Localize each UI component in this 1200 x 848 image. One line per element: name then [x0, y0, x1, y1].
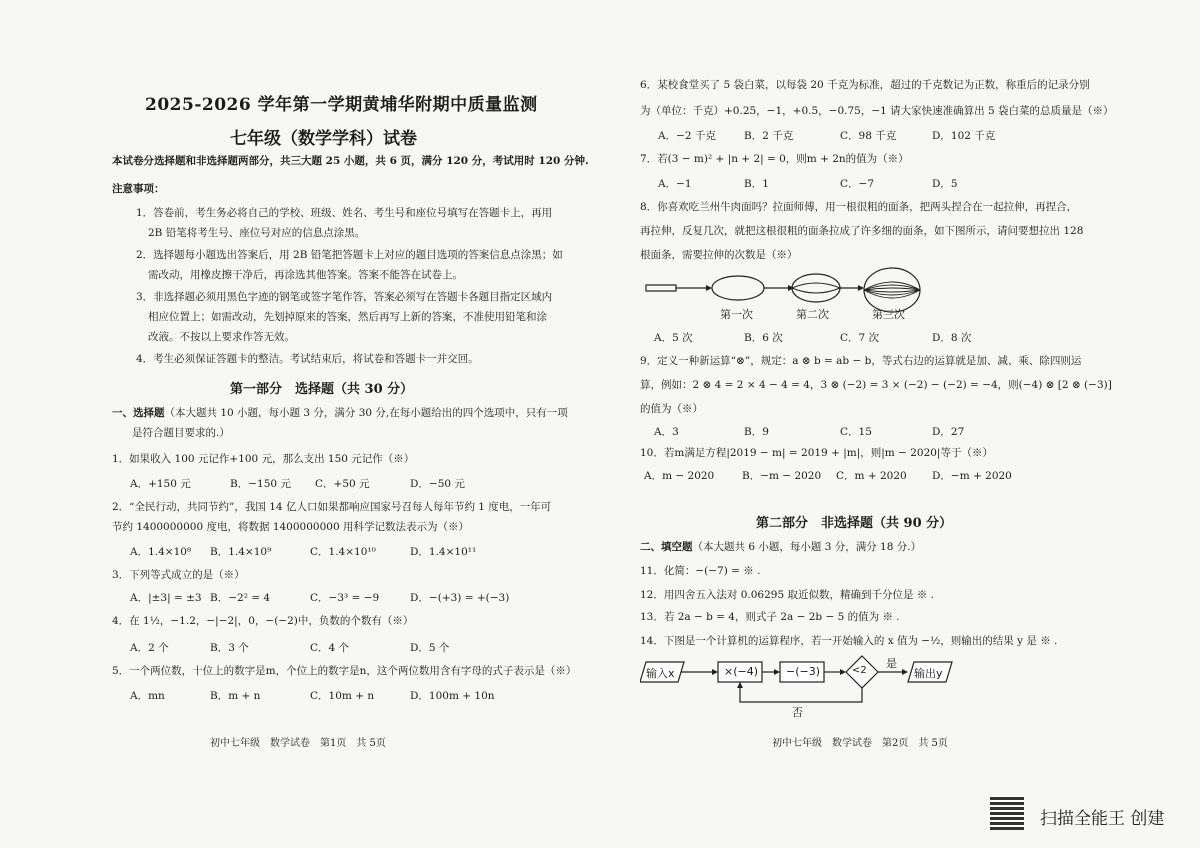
q3-option-c: C．−3³ = −9	[310, 592, 380, 604]
q8-option-a: A．5 次	[654, 332, 693, 344]
flow-arrow-head	[902, 669, 908, 675]
flowchart	[640, 654, 1000, 716]
section1-desc: （本大题共 10 小题，每小题 3 分，满分 30 分,在每小题给出的四个选项中，只有一项	[164, 407, 568, 419]
q4-option-b: B．3 个	[210, 642, 249, 654]
flow-op1-label: ×(−4)	[724, 665, 759, 678]
q4-option-c: C．4 个	[310, 642, 350, 654]
q7-option-b: B．1	[744, 178, 769, 190]
question-1: 1．如果收入 100 元记作+100 元，那么支出 150 元记作（※）	[112, 453, 415, 465]
left-page	[110, 0, 589, 848]
question-2-line2: 节约 1400000000 度电，将数据 1400000000 用科学记数法表示为（※）	[112, 521, 469, 533]
exam-subtitle: 七年级（数学学科）试卷	[230, 129, 417, 149]
section2-head: 二、填空题	[640, 541, 693, 553]
notice-line: 相应位置上；如需改动，先划掉原来的答案，然后再写上新的答案，不准使用铅笔和涂	[148, 311, 547, 323]
qr-code-icon	[990, 796, 1024, 830]
exam-title: 2025-2026 学年第一学期黄埔华附期中质量监测	[145, 95, 538, 115]
flow-arrow-head	[712, 669, 718, 675]
q5-option-b: B．m + n	[210, 690, 261, 702]
question-6-line2: 为（单位：千克）+0.25，−1，+0.5，−0.75，−1 请大家快速准确算出 5 袋白菜的总质量是（※）	[640, 105, 1114, 117]
q1-option-a: A．+150 元	[130, 478, 191, 490]
q9-option-b: B．9	[744, 426, 769, 438]
noodle-stick	[646, 285, 676, 291]
q8-option-b: B．6 次	[744, 332, 783, 344]
q9-option-c: C．15	[840, 426, 872, 438]
noodle-loop-2	[792, 274, 840, 302]
q5-option-c: C．10m + n	[310, 690, 375, 702]
q10-option-d: D．−m + 2020	[932, 470, 1012, 482]
question-9-line3: 的值为（※）	[640, 403, 703, 415]
q7-option-c: C．−7	[840, 178, 875, 190]
question-7: 7．若(3 − m)² + |n + 2| = 0，则m + 2n的值为（※）	[640, 153, 909, 165]
question-5: 5．一个两位数，十位上的数字是m，个位上的数字是n，这个两位数用含有字母的式子表示是（※）	[112, 665, 577, 677]
q7-option-a: A．−1	[658, 178, 692, 190]
question-4: 4．在 1½，−1.2，−|−2|，0，−(−2)中，负数的个数有（※）	[112, 615, 414, 627]
noodle-loop-1	[712, 276, 764, 300]
flow-loop-back	[740, 682, 862, 702]
question-8-line3: 根面条，需要拉伸的次数是（※）	[640, 249, 798, 261]
notice-line: 2．选择题每小题选出答案后，用 2B 铅笔把答题卡上对应的题目选项的答案信息点涂黑；如	[136, 249, 563, 261]
noodle-loop-3	[864, 268, 920, 312]
flow-arrow-head	[737, 682, 743, 688]
arrow-head-3	[858, 285, 864, 291]
noodle-strand	[864, 288, 920, 290]
arrow-head-1	[706, 285, 712, 291]
q3-option-b: B．−2² = 4	[210, 592, 271, 604]
q1-option-b: B．−150 元	[230, 478, 291, 490]
flow-yes-label: 是	[886, 657, 897, 670]
q7-option-d: D．5	[932, 178, 958, 190]
section2-desc: （本大题共 6 小题，每小题 3 分，满分 18 分.）	[692, 541, 922, 553]
noodle-label-2: 第二次	[796, 308, 829, 321]
q8-option-c: C．7 次	[840, 332, 880, 344]
q2-option-c: C．1.4×10¹⁰	[310, 546, 376, 558]
notice-line: 需改动，用橡皮擦干净后，再涂选其他答案。答案不能答在试卷上。	[148, 269, 463, 281]
page-footer: 初中七年级 数学试卷 第2页 共 5页	[772, 738, 948, 749]
notice-line: 3．非选择题必须用黑色字迹的钢笔或签字笔作答，答案必须写在答题卡各题目指定区域内	[136, 291, 553, 303]
flow-cond-label: <2	[852, 665, 867, 676]
q9-option-a: A．3	[654, 426, 679, 438]
question-6-line1: 6．某校食堂买了 5 袋白菜，以每袋 20 千克为标准，超过的千克数记为正数，称重后的记录分别	[640, 79, 1090, 91]
q1-option-d: D．−50 元	[410, 478, 465, 490]
question-10: 10．若m满足方程|2019 − m| = 2019 + |m|，则|m − 2020|等于（※）	[640, 447, 993, 459]
question-3: 3．下列等式成立的是（※）	[112, 569, 245, 581]
flow-op2-label: −(−3)	[786, 665, 821, 678]
q10-option-c: C．m + 2020	[836, 470, 907, 482]
notice-heading: 注意事项：	[112, 183, 165, 195]
notice-line: 2B 铅笔将考生号、座位号对应的信息点涂黑。	[148, 227, 366, 239]
question-13: 13．若 2a − b = 4，则式子 2a − 2b − 5 的值为 ※ .	[640, 611, 900, 623]
flow-output-label: 输出y	[914, 667, 943, 680]
q6-option-b: B．2 千克	[744, 130, 794, 142]
flow-no-label: 否	[792, 706, 803, 719]
q10-option-b: B．−m − 2020	[742, 470, 822, 482]
q6-option-a: A．−2 千克	[658, 130, 716, 142]
question-8-line2: 再拉伸，反复几次，就把这根很粗的面条拉成了许多细的面条，如下图所示，请问要想拉出 128	[640, 225, 1084, 237]
section1-head: 一、选择题	[112, 407, 165, 419]
watermark-text: 扫描全能王 创建	[1040, 809, 1165, 829]
q9-option-d: D．27	[932, 426, 965, 438]
question-9-line2: 算，例如：2 ⊗ 4 = 2 × 4 − 4 = 4，3 ⊗ (−2) = 3 × (−2) − (−2) = −4，则(−4) ⊗ [2 ⊗ (−3)]	[640, 379, 1112, 391]
q2-option-d: D．1.4×10¹¹	[410, 546, 477, 558]
q6-option-c: C．98 千克	[840, 130, 897, 142]
page-footer: 初中七年级 数学试卷 第1页 共 5页	[210, 738, 386, 749]
question-14: 14．下图是一个计算机的运算程序，若一开始输入的 x 值为 −½，则输出的结果 y 是 ※ .	[640, 635, 1058, 647]
noodle-strand	[864, 290, 920, 292]
q3-option-a: A．|±3| = ±3	[130, 592, 202, 604]
question-8-line1: 8．你喜欢吃兰州牛肉面吗？拉面师傅，用一根很粗的面条，把两头捏合在一起拉伸，再捏合，	[640, 201, 1078, 213]
q8-option-d: D．8 次	[932, 332, 972, 344]
flow-arrow-head	[774, 669, 780, 675]
flow-arrow-head	[840, 669, 846, 675]
q5-option-d: D．100m + 10n	[410, 690, 495, 702]
q6-option-d: D．102 千克	[932, 130, 996, 142]
q1-option-c: C．+50 元	[315, 478, 370, 490]
flow-input-label: 输入x	[646, 667, 675, 680]
exam-intro: 本试卷分选择题和非选择题两部分，共三大题 25 小题，共 6 页，满分 120 分，考试用时 120 分钟.	[112, 155, 589, 167]
noodle-loop-2-inner	[792, 283, 840, 293]
question-12: 12．用四舍五入法对 0.06295 取近似数，精确到千分位是 ※ .	[640, 589, 934, 601]
notice-line: 1．答卷前，考生务必将自己的学校、班级、姓名、考生号和座位号填写在答题卡上，再用	[136, 207, 553, 219]
question-9-line1: 9．定义一种新运算“⊗”，规定：a ⊗ b = ab − b，等式右边的运算就是加、减、乘、除四则运	[640, 355, 1082, 367]
q2-option-a: A．1.4×10⁸	[130, 546, 192, 558]
q4-option-d: D．5 个	[410, 642, 450, 654]
noodle-label-3: 第三次	[872, 308, 905, 321]
q3-option-d: D．−(+3) = +(−3)	[410, 592, 510, 604]
question-11: 11．化简：−(−7) = ※ .	[640, 565, 761, 577]
part1-title: 第一部分 选择题（共 30 分）	[230, 382, 414, 397]
question-2-line1: 2．“全民行动，共同节约”，我国 14 亿人口如果都响应国家号召每人每年节约 1 度电，一年可	[112, 501, 552, 513]
part2-title: 第二部分 非选择题（共 90 分）	[756, 516, 953, 531]
section1-desc2: 是符合题目要求的.）	[132, 427, 230, 439]
q5-option-a: A．mn	[130, 690, 165, 702]
q2-option-b: B．1.4×10⁹	[210, 546, 272, 558]
notice-line: 改液。不按以上要求作答无效。	[148, 331, 295, 343]
notice-line: 4．考生必须保证答题卡的整洁。考试结束后，将试卷和答题卡一并交回。	[136, 353, 479, 365]
q4-option-a: A．2 个	[130, 642, 169, 654]
q10-option-a: A．m − 2020	[644, 470, 715, 482]
noodle-label-1: 第一次	[720, 308, 753, 321]
